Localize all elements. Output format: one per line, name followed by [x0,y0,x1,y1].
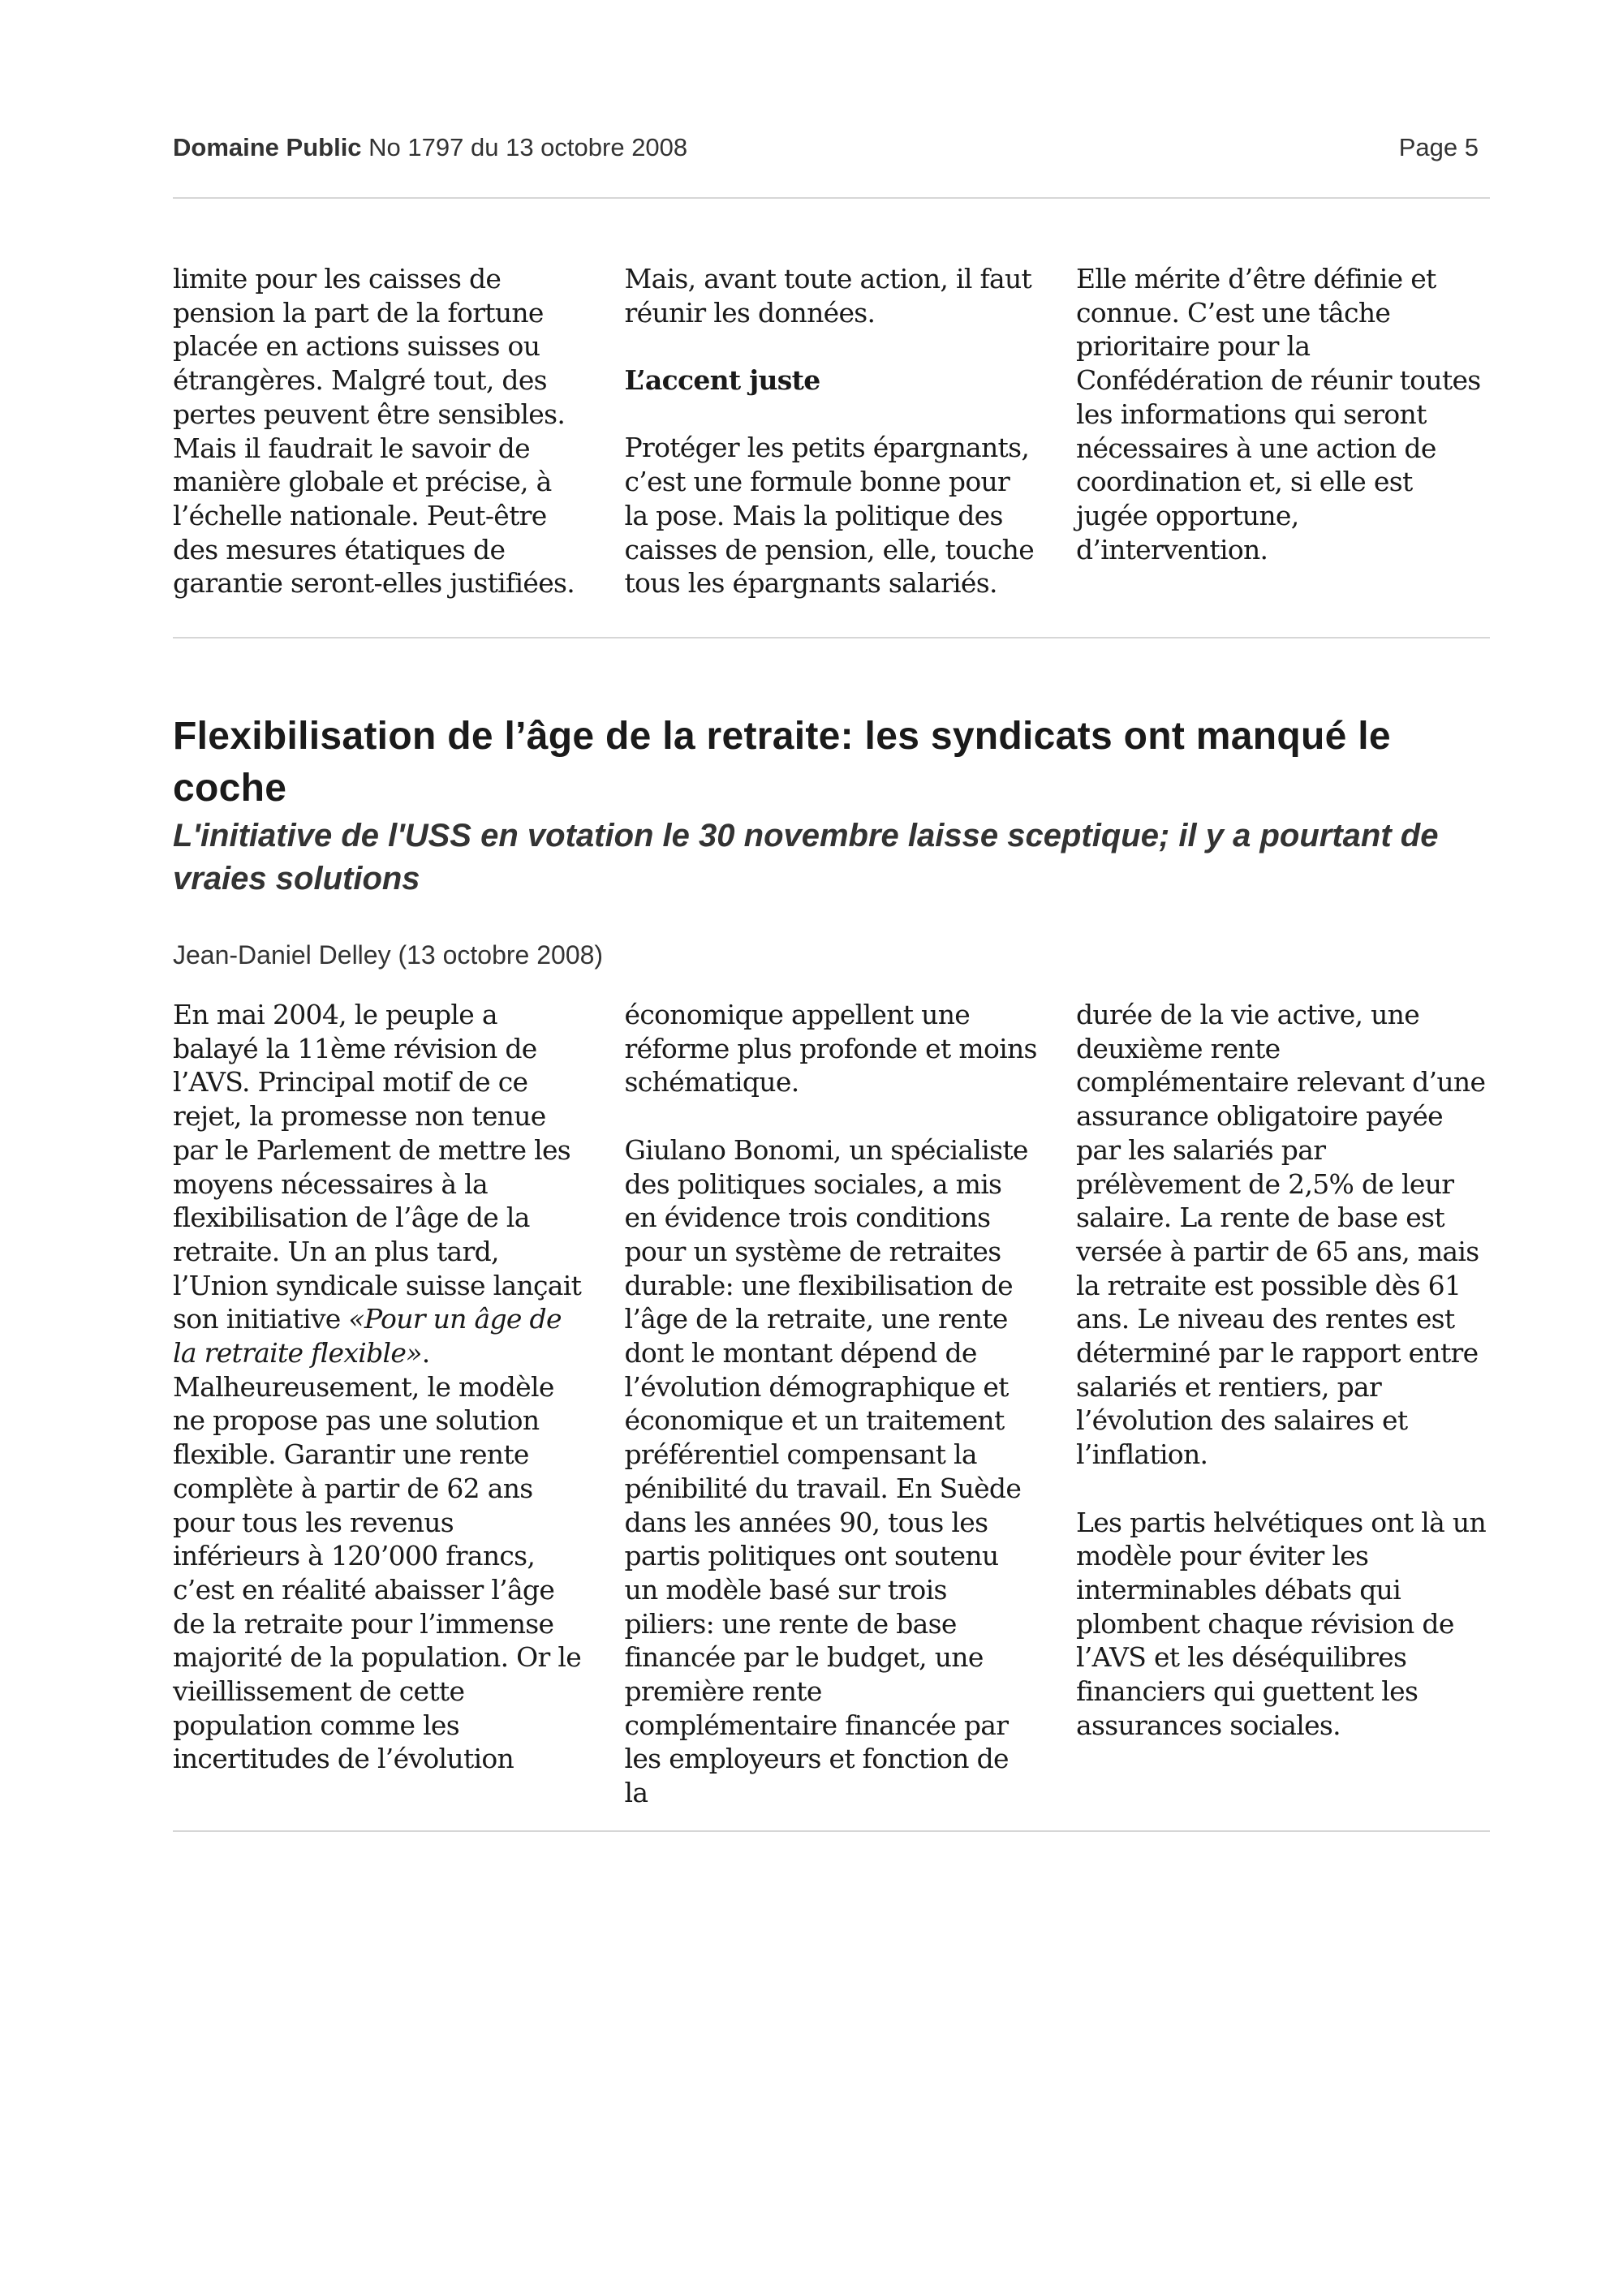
article-subtitle: L'initiative de l'USS en votation le 30 novembre laisse sceptique; il y a pourtant de vraies solutions [173,818,1439,896]
paragraph: Mais, avant toute action, il faut réunir les données. [624,263,1032,329]
article-divider [173,637,1490,638]
article-title: Flexibilisation de l’âge de la retraite: les syndicats ont manqué le coche [173,715,1391,810]
previous-article-column-2 [625,262,1039,600]
article-column-2 [625,998,1039,1810]
paragraph: économique appellent une réforme plus profonde et moins schématique. [624,999,1037,1099]
paragraph: limite pour les caisses de pension la part de la fortune placée en actions suisses ou étrangères. Malgré tout, des pertes peuvent être sensibles. Mais il faudrait le savoir de manière globale et précise, à l’échelle nationale. Peut-être des mesures étatiques de garantie seront-elles justifiées. [173,263,575,600]
document-page [173,0,1490,2296]
text-run: . Malheureusement, le modèle ne propose pas une solution flexible. Garantir une rente complète à partir de 62 ans pour tous les revenus inférieurs à 120’000 francs, c’est en réalité abaisser l’âge de la retraite pour l’immense majorité de la population. Or le vieillissement de cette population comme les incertitudes de l’évolution [173,1337,582,1775]
issue-info: No 1797 du 13 octobre 2008 [368,133,688,161]
text-run: En mai 2004, le peuple a balayé la 11ème révision de l’AVS. Principal motif de ce rejet, la promesse non tenue par le Parlement de mettre les moyens nécessaires à la flexibilisation de l’âge de la retraite. Un an plus tard, l’Union syndicale suisse lançait son initiative [173,999,582,1335]
initiative-title: «Pour un âge de la retraite flexible» [173,1303,562,1369]
page-header [173,133,1490,169]
article-columns [173,998,1490,1810]
previous-article-column-3 [1076,262,1490,600]
article-column-3 [1076,998,1490,1810]
article-column-1 [173,998,587,1810]
footer-divider [173,1830,1490,1832]
paragraph: Giulano Bonomi, un spécialiste des politiques sociales, a mis en évidence trois conditions pour un système de retraites durable: une flexibilisation de l’âge de la retraite, une rente dont le montant dépend de l’évolution démographique et économique et un traitement préférentiel compensant la pénibilité du travail. En Suède dans les années 90, tous les partis politiques ont soutenu un modèle basé sur trois piliers: une rente de base financée par le budget, une première rente complémentaire financée par les employeurs et fonction de la [624,1133,1028,1809]
header-divider [173,197,1490,199]
previous-article-column-1 [173,262,587,600]
paragraph: Protéger les petits épargnants, c’est une formule bonne pour la pose. Mais la politique des caisses de pension, elle, touche tous les épargnants salariés. [624,432,1035,600]
paragraph: durée de la vie active, une deuxième rente complémentaire relevant d’une assurance obligatoire payée par les salariés par prélèvement de 2,5% de leur salaire. La rente de base est versée à partir de 65 ans, mais la retraite est possible dès 61 ans. Le niveau des rentes est déterminé par le rapport entre salariés et rentiers, par l’évolution des salaires et l’inflation. [1076,999,1486,1471]
article-byline: Jean-Daniel Delley (13 octobre 2008) [173,940,604,970]
paragraph: Elle mérite d’être définie et connue. C’est une tâche prioritaire pour la Confédération de réunir toutes les informations qui seront nécessaires à une action de coordination et, si elle est jugée opportune, d’intervention. [1076,263,1481,565]
previous-article-columns [173,262,1490,600]
publication-name: Domaine Public [173,133,362,161]
page-number: Page 5 [1398,133,1479,161]
section-heading: L’accent juste [624,364,820,397]
paragraph: Les partis helvétiques ont là un modèle pour éviter les interminables débats qui plombent chaque révision de l’AVS et les déséquilibres financiers qui guettent les assurances sociales. [1076,1506,1487,1741]
paragraph [173,998,587,1776]
